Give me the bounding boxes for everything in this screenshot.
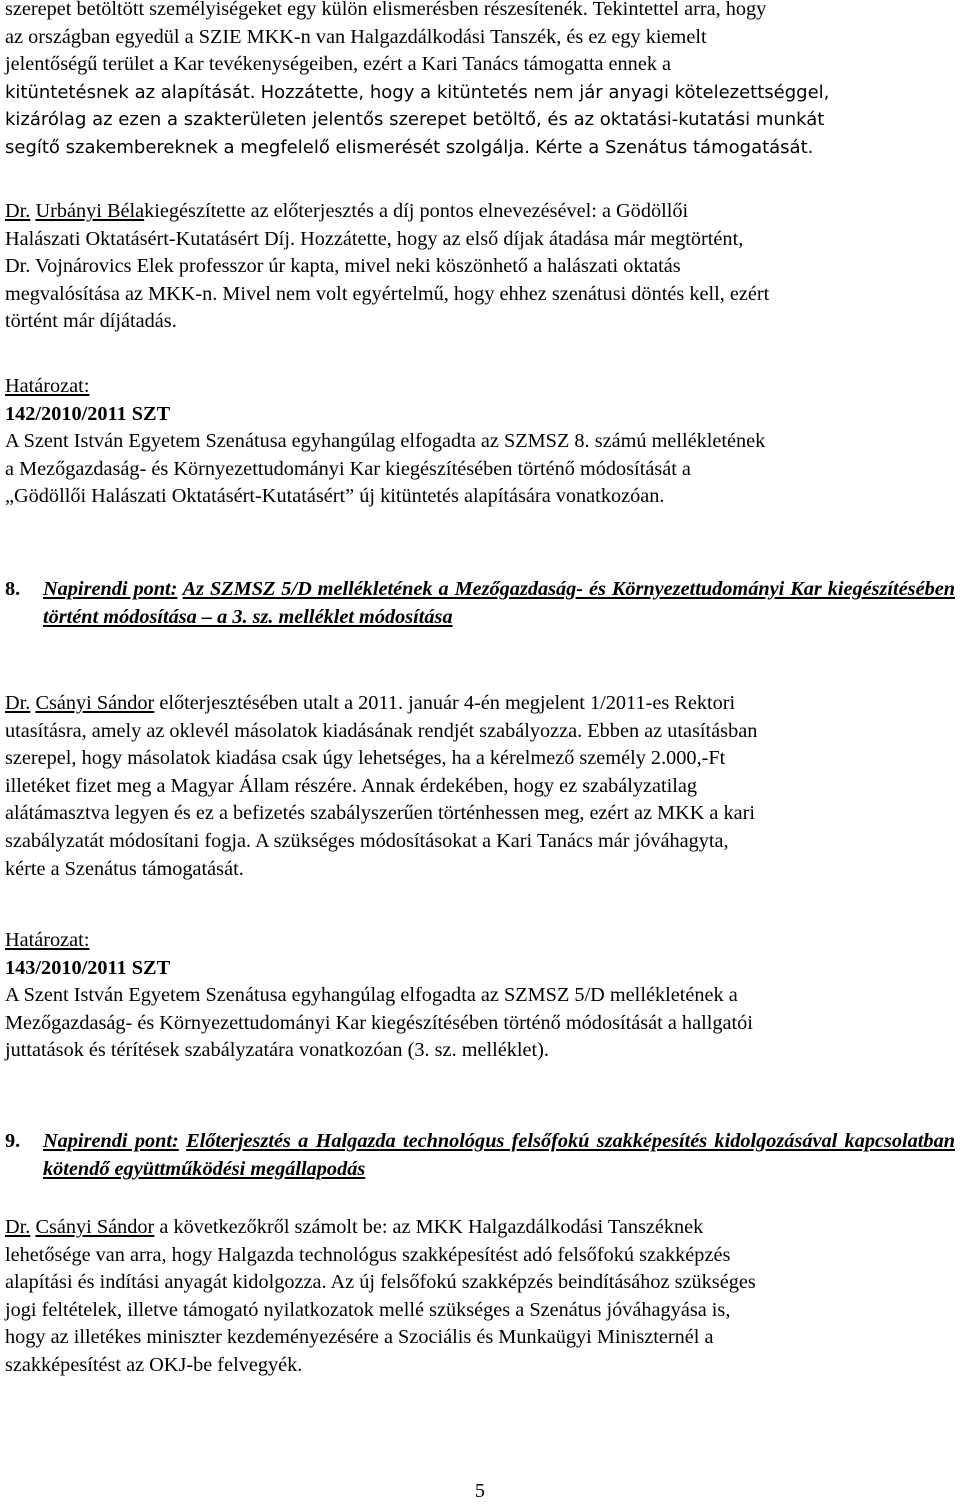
resolution-142 (5, 373, 955, 511)
text-span: kitüntetésnek az alapítását. (5, 81, 256, 103)
agenda-title: Az SZMSZ 5/D mellékletének a Mezőgazdaság- és Környezettudományi Kar kiegészítésében történt módosítása – a 3. sz. melléklet módosítása (43, 578, 955, 628)
speaker-title: Dr. (5, 1216, 31, 1238)
text-line: az országban egyedül a SZIE MKK-n van Halgazdálkodási Tanszék, és ez egy kiemelt (5, 25, 707, 48)
text-span: Kérte a Szenátus támogatását. (535, 136, 814, 158)
text-line: szakképesítést az OKJ-be felvegyék. (5, 1353, 303, 1376)
text-line: alapítási és indítási anyagát kidolgozza. Az új felsőfokú szakképzés beindításához szükséges (5, 1271, 756, 1294)
agenda-item-9 (5, 1128, 955, 1183)
text-line: A Szent István Egyetem Szenátusa egyhangúlag elfogadta az SZMSZ 5/D mellékletének a (5, 984, 738, 1007)
agenda-title: Előterjesztés a Halgazda technológus felsőfokú szakképesítés kidolgozásával kapcsolatban kötendő együttműködési megállapodás (43, 1130, 955, 1180)
resolution-143 (5, 927, 955, 1065)
text-line: jogi feltételek, illetve támogató nyilatkozatok mellé szükséges a Szenátus jóváhagyása is, (5, 1298, 731, 1321)
text-line: a Mezőgazdaság- és Környezettudományi Kar kiegészítésében történő módosítását a (5, 457, 691, 480)
text-line: megvalósítása az MKK-n. Mivel nem volt egyértelmű, hogy ehhez szenátusi döntés kell, ezért (5, 282, 770, 305)
speaker-name: Csányi Sándor (35, 1216, 155, 1238)
agenda-number: 9. (5, 1130, 21, 1152)
text-span: Hozzátette, hogy a kitüntetés nem jár anyagi kötelezettséggel, (260, 81, 830, 103)
resolution-label: Határozat: (5, 375, 90, 397)
text-line: Halászati Oktatásért-Kutatásért Díj. Hozzátette, hogy az első díjak átadása már megtörtént, (5, 227, 744, 250)
text-line: „Gödöllői Halászati Oktatásért-Kutatásért” új kitüntetés alapítására vonatkozóan. (5, 485, 665, 508)
resolution-number: 143/2010/2011 SZT (5, 956, 171, 979)
text-line: jelentőségű terület a Kar tevékenységeiben, ezért a Kari Tanács támogatta ennek a (5, 53, 672, 76)
paragraph-intro (5, 0, 955, 162)
text-line: szerepel, hogy másolatok kiadása csak úgy lehetséges, ha a kérelmező személy 2.000,-Ft (5, 747, 726, 770)
text-span: segítő szakembereknek a megfelelő elismerését szolgálja. (5, 136, 530, 158)
text-line: illetéket fizet meg a Magyar Állam részére. Annak érdekében, hogy ez szabályzatilag (5, 774, 698, 797)
text-line: kérte a Szenátus támogatását. (5, 857, 244, 880)
text-line: lehetősége van arra, hogy Halgazda technológus szakképesítést adó felsőfokú szakképzés (5, 1243, 731, 1266)
paragraph-csanyi-1 (5, 690, 955, 883)
page-number: 5 (474, 1480, 486, 1502)
speaker-name: Csányi Sándor (35, 692, 155, 714)
agenda-prefix: Napirendi pont: (43, 578, 178, 600)
text-line: juttatások és térítések szabályzatára vonatkozóan (3. sz. melléklet). (5, 1039, 549, 1062)
text-line: kizárólag az ezen a szakterületen jelentős szerepet betöltő, és az oktatási-kutatási munkát (5, 109, 825, 131)
agenda-number: 8. (5, 578, 21, 600)
paragraph-csanyi-2 (5, 1214, 955, 1380)
text-line: történt már díjátadás. (5, 310, 177, 333)
text-span: a következőkről számolt be: az MKK Halgazdálkodási Tanszéknek (159, 1216, 704, 1238)
resolution-number: 142/2010/2011 SZT (5, 402, 171, 425)
text-line: szerepet betöltött személyiségeket egy külön elismerésben részesítenék. Tekintettel arra, hogy (5, 0, 767, 20)
resolution-label: Határozat: (5, 929, 90, 951)
speaker-name: Urbányi Béla (35, 200, 145, 222)
text-line: alátámasztva legyen és ez a befizetés szabályszerűen történhessen meg, ezért az MKK a kari (5, 802, 756, 825)
text-line: utasításra, amely az oklevél másolatok kiadásának rendjét szabályozza. Ebben az utasításban (5, 719, 758, 742)
speaker-title: Dr. (5, 200, 31, 222)
text-line: szabályzatát módosítani fogja. A szükséges módosításokat a Kari Tanács már jóváhagyta, (5, 829, 729, 852)
text-line: Mezőgazdaság- és Környezettudományi Kar kiegészítésében történő módosítását a hallgatói (5, 1011, 753, 1034)
text-line: A Szent István Egyetem Szenátusa egyhangúlag elfogadta az SZMSZ 8. számú mellékletének (5, 430, 766, 453)
agenda-item-8 (5, 576, 955, 631)
agenda-prefix: Napirendi pont: (43, 1130, 179, 1152)
paragraph-urbanyi (5, 198, 955, 336)
speaker-title: Dr. (5, 692, 31, 714)
text-span: előterjesztésében utalt a 2011. január 4-én megjelent 1/2011-es Rektori (159, 692, 736, 714)
text-line: hogy az illetékes miniszter kezdeményezésére a Szociális és Munkaügyi Miniszternél a (5, 1326, 714, 1349)
text-line: Dr. Vojnárovics Elek professzor úr kapta, mivel neki köszönhető a halászati oktatás (5, 255, 681, 278)
text-span: kiegészítette az előterjesztés a díj pontos elnevezésével: a Gödöllői (144, 200, 689, 222)
